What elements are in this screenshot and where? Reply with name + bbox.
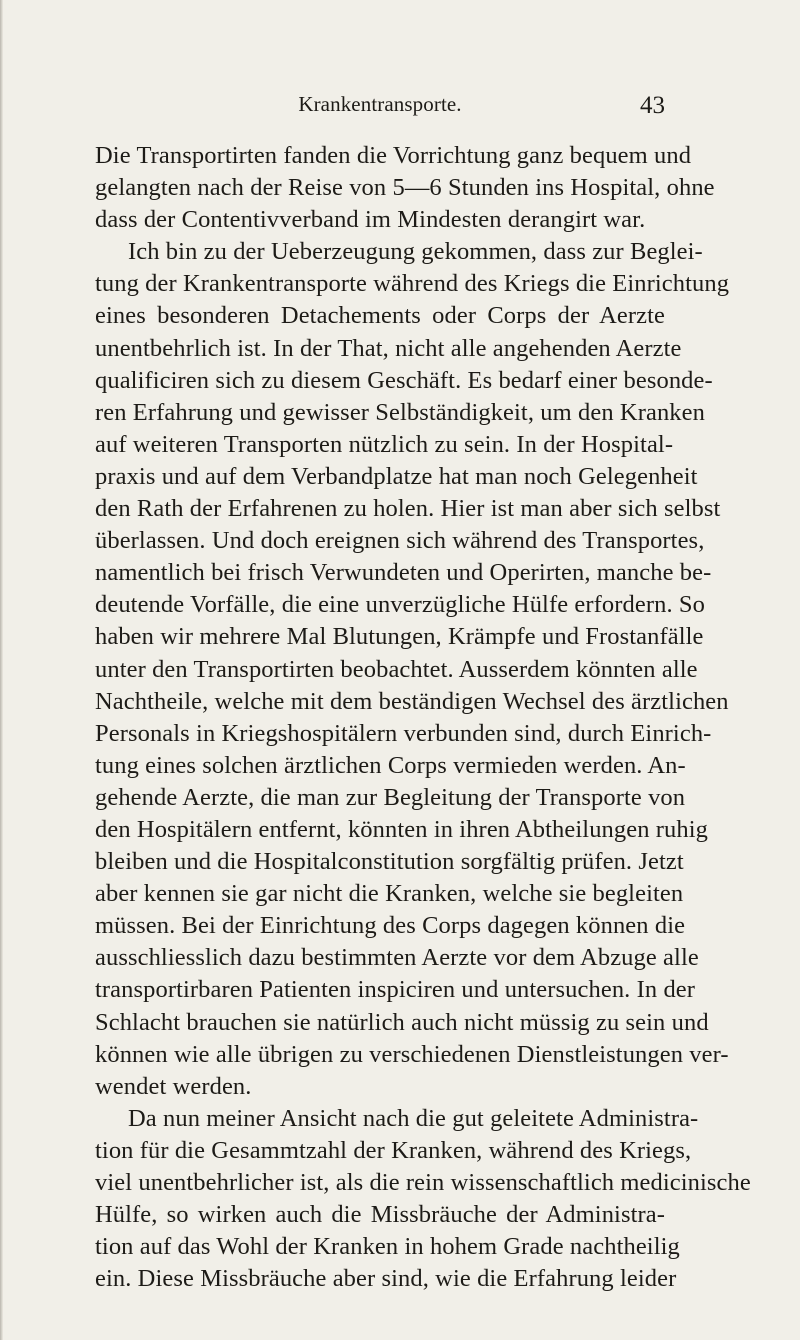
text-line: dass der Contentivverband im Mindesten derangirt war. (95, 206, 646, 234)
text-line: Ich bin zu der Ueberzeugung gekommen, dass zur Beglei- (128, 238, 703, 266)
text-line: unter den Transportirten beobachtet. Ausserdem könnten alle (95, 655, 698, 683)
text-line: Personals in Kriegshospitälern verbunden sind, durch Einrich- (95, 719, 712, 747)
text-line: ein. Diese Missbräuche aber sind, wie die Erfahrung leider (95, 1265, 677, 1293)
text-line: gelangten nach der Reise von 5—6 Stunden ins Hospital, ohne (95, 174, 715, 202)
text-line: tung eines solchen ärztlichen Corps vermieden werden. An- (95, 751, 686, 779)
text-line: Hülfe, so wirken auch die Missbräuche der Administra- (95, 1201, 665, 1229)
text-line: tion auf das Wohl der Kranken in hohem Grade nachtheilig (95, 1233, 680, 1261)
text-line: ausschliesslich dazu bestimmten Aerzte vor dem Abzuge alle (95, 944, 699, 972)
text-line: tion für die Gesammtzahl der Kranken, während des Kriegs, (95, 1136, 692, 1164)
text-line: Die Transportirten fanden die Vorrichtung ganz bequem und (95, 142, 692, 169)
text-line: Da nun meiner Ansicht nach die gut geleitete Administra- (128, 1104, 699, 1132)
text-line: den Hospitälern entfernt, könnten in ihren Abtheilungen ruhig (95, 815, 709, 843)
text-line: den Rath der Erfahrenen zu holen. Hier ist man aber sich selbst (95, 495, 721, 523)
text-line: viel unentbehrlicher ist, als die rein wissenschaftlich medicinische (95, 1169, 751, 1196)
text-line: haben wir mehrere Mal Blutungen, Krämpfe und Frostanfälle (95, 623, 704, 651)
text-line: qualificiren sich zu diesem Geschäft. Es bedarf einer besonde- (95, 366, 713, 394)
page-number: 43 (640, 92, 665, 119)
text-line: unentbehrlich ist. In der That, nicht alle angehenden Aerzte (95, 334, 682, 362)
text-line: ren Erfahrung und gewisser Selbständigkeit, um den Kranken (95, 398, 705, 426)
text-line: auf weiteren Transporten nützlich zu sein. In der Hospital- (95, 430, 674, 458)
text-line: überlassen. Und doch ereignen sich während des Transportes, (95, 527, 705, 555)
text-line: transportirbaren Patienten inspiciren und untersuchen. In der (95, 976, 696, 1004)
text-line: gehende Aerzte, die man zur Begleitung der Transporte von (95, 783, 686, 811)
text-line: Schlacht brauchen sie natürlich auch nicht müssig zu sein und (95, 1008, 709, 1036)
text-line: müssen. Bei der Einrichtung des Corps dagegen können die (95, 912, 686, 940)
running-head: Krankentransporte. (298, 92, 462, 116)
text-line: tung der Krankentransporte während des Kriegs die Einrichtung (95, 270, 730, 298)
page-edge-shadow (0, 0, 3, 1340)
text-line: deutende Vorfälle, die eine unverzügliche Hülfe erfordern. So (95, 591, 705, 619)
text-line: können wie alle übrigen zu verschiedenen Dienstleistungen ver- (95, 1040, 729, 1068)
body-text (95, 140, 751, 1295)
text-line: wendet werden. (95, 1072, 252, 1100)
text-line: Nachtheile, welche mit dem beständigen Wechsel des ärztlichen (95, 687, 729, 715)
text-line: aber kennen sie gar nicht die Kranken, welche sie begleiten (95, 880, 684, 908)
text-line: praxis und auf dem Verbandplatze hat man noch Gelegenheit (95, 462, 698, 490)
text-line: namentlich bei frisch Verwundeten und Operirten, manche be- (95, 559, 712, 587)
text-line: bleiben und die Hospitalconstitution sorgfältig prüfen. Jetzt (95, 848, 684, 876)
page-header (95, 92, 665, 126)
text-line: eines besonderen Detachements oder Corps der Aerzte (95, 302, 665, 330)
